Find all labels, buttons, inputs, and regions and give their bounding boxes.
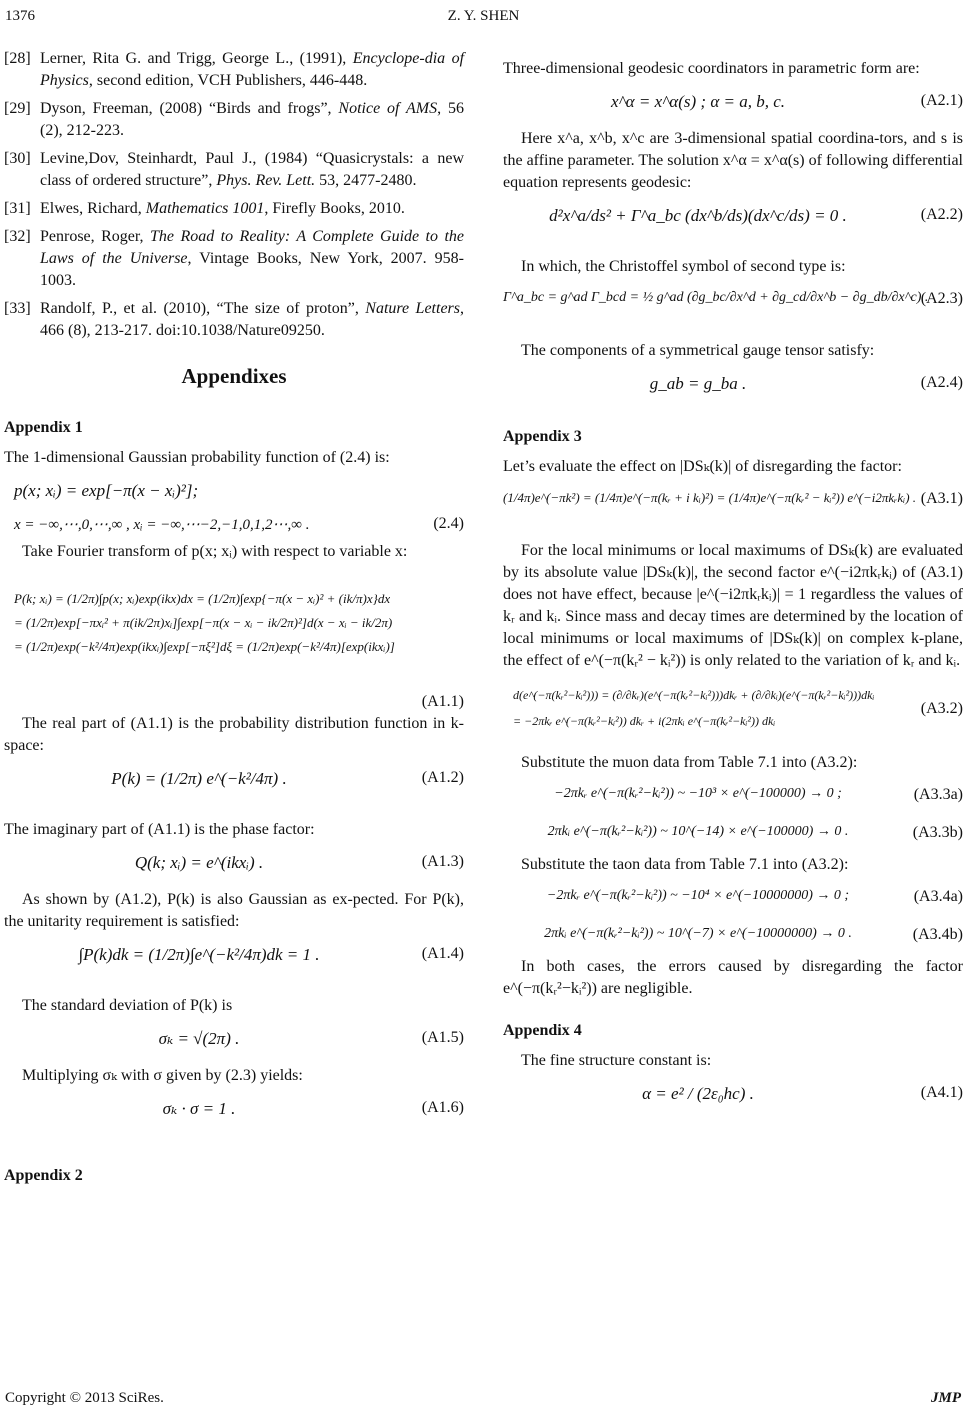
page-footer <box>0 1390 967 1412</box>
equation-a1-6: σₖ · σ = 1 . (A1.6) <box>162 1099 464 1118</box>
copyright-notice: Copyright © 2013 SciRes. <box>5 1390 164 1406</box>
equation-a1-3: Q(k; xᵢ) = e^(ikxᵢ) . (A1.3) <box>134 853 464 872</box>
reference-text: Lerner, Rita G. and Trigg, George L., (1991), Encyclope-dia of Physics, second edition, VCH Publishers, 446-448. <box>40 50 465 89</box>
paragraph: For the local minimums or local maximums of DSₖ(k) are evaluated by its absolute value |DSₖ(k)|, the second factor e^(−i2πkᵣkᵢ) of (A3.1) does not have effect, because |e^(−i2πkᵣkᵢ)| = 1 regardless the values of kᵣ and kᵢ. Since mass and decay times are determined by the location of local minimums or local maximums of |DSₖ(k)| on complex k-plane, the effect of e^(−π(kᵣ² − kᵢ²)) is only related to the variation of kᵣ and kᵢ. <box>503 542 963 669</box>
equation-a1-1: P(k; xᵢ) = (1/2π)∫p(x; xᵢ)exp(ikx)dx = (1/2π)∫exp{−π(x − xᵢ)² + (ik/π)x}dx = (1/2π)exp[−πxᵢ² + π(ik/2π)xᵢ]∫exp[−π(x − xᵢ − ik/2π)²]d(x − xᵢ − ik/2π) = (1/2π)exp(−k²/4π)exp(ikxᵢ)∫exp[−πξ²]dξ = (1/2π)exp(−k²/4π)[exp(ikxᵢ)] <box>14 591 395 654</box>
appendixes-heading: Appendixes <box>181 364 287 388</box>
reference-number: [31] <box>4 200 31 217</box>
right-column <box>503 58 963 1134</box>
page-header <box>0 8 967 30</box>
reference-number: [29] <box>4 100 31 117</box>
equation-a3-3b: 2πkᵢ e^(−π(kᵣ²−kᵢ²)) ~ 10^(−14) × e^(−100000) → 0 . (A3.3b) <box>547 824 963 841</box>
equation-a4-1: α = e² / (2ε₀hc) . (A4.1) <box>642 1084 963 1103</box>
reference-number: [30] <box>4 150 31 167</box>
page-number: 1376 <box>5 8 35 24</box>
reference-text: Randolf, P., et al. (2010), “The size of proton”, Nature Letters, 466 (8), 213-217. doi:10.1038/Nature09250. <box>40 300 464 339</box>
equation-a2-3: Γ^a_bc = g^ad Γ_bcd = ½ g^ad (∂g_bc/∂x^d + ∂g_cd/∂x^b − ∂g_db/∂x^c) . (A2.3) <box>503 290 963 307</box>
reference-list <box>4 48 464 342</box>
equation-a3-3a: −2πkᵣ e^(−π(kᵣ²−kᵢ²)) ~ −10³ × e^(−100000) → 0 ; (A3.3a) <box>554 786 963 803</box>
paragraph: As shown by (A1.2), P(k) is also Gaussian as ex-pected. For P(k), the unitarity requirement is satisfied: <box>4 891 464 930</box>
paragraph: Multiplying σₖ with σ given by (2.3) yields: <box>22 1067 303 1084</box>
reference-number: [28] <box>4 50 31 67</box>
paragraph: Let’s evaluate the effect on |DSₖ(k)| of disregarding the factor: <box>503 458 902 475</box>
paragraph: Take Fourier transform of p(x; xᵢ) with respect to variable x: <box>22 543 408 560</box>
paragraph: The real part of (A1.1) is the probability distribution function in k-space: <box>4 715 464 754</box>
appendix-2-heading: Appendix 2 <box>4 1167 83 1184</box>
equation-a1-4: ∫P(k)dk = (1/2π)∫e^(−k²/4π)dk = 1 . (A1.4) <box>78 945 464 964</box>
reference-number: [32] <box>4 228 31 245</box>
reference-text: Dyson, Freeman, (2008) “Birds and frogs”, Notice of AMS, 56 (2), 212-223. <box>40 100 464 139</box>
equation-a1-5: σₖ = √(2π) . (A1.5) <box>158 1029 464 1048</box>
equation-a3-4a: −2πkᵣ e^(−π(kᵣ²−kᵢ²)) ~ −10⁴ × e^(−10000000) → 0 ; (A3.4a) <box>546 888 963 905</box>
equation-2-4a: p(x; xᵢ) = exp[−π(x − xᵢ)²]; <box>14 481 199 500</box>
equation-a3-2: d(e^(−π(kᵣ²−kᵢ²))) = (∂/∂kᵣ)(e^(−π(kᵣ²−kᵢ²)))dkᵣ + (∂/∂kᵢ)(e^(−π(kᵣ²−kᵢ²)))dkᵢ = −2πkᵣ e^(−π(kᵣ²−kᵢ²)) dkᵣ + i(2πkᵢ e^(−π(kᵣ²−kᵢ²)) dkᵢ (A3.2) <box>513 688 963 728</box>
reference-text: Levine,Dov, Steinhardt, Paul J., (1984) “Quasicrystals: a new class of ordered structure”, Phys. Rev. Lett. 53, 2477-2480. <box>40 150 464 189</box>
paragraph: The components of a symmetrical gauge tensor satisfy: <box>521 342 875 359</box>
paragraph: The imaginary part of (A1.1) is the phase factor: <box>4 821 315 838</box>
paragraph: The fine structure constant is: <box>521 1052 712 1069</box>
reference-item <box>4 226 464 292</box>
paragraph: The standard deviation of P(k) is <box>22 997 233 1014</box>
paragraph: Here x^a, x^b, x^c are 3-dimensional spatial coordina-tors, and s is the affine parameter. The solution x^α = x^α(s) of following differential equation represents geodesic: <box>503 130 963 191</box>
equation-2-4b: x = −∞,⋯,0,⋯,∞ , xᵢ = −∞,⋯−2,−1,0,1,2⋯,∞ . (2.4) <box>14 515 464 533</box>
reference-item <box>4 98 464 142</box>
paragraph: Three-dimensional geodesic coordinators in parametric form are: <box>503 60 920 77</box>
paragraph: Substitute the muon data from Table 7.1 into (A3.2): <box>521 754 858 771</box>
reference-item <box>4 148 464 192</box>
equation-a2-4: g_ab = g_ba . (A2.4) <box>649 374 963 393</box>
appendix-1-heading: Appendix 1 <box>4 419 83 436</box>
reference-item <box>4 48 464 92</box>
appendix-3-heading: Appendix 3 <box>503 428 582 445</box>
paragraph: In both cases, the errors caused by disregarding the factor e^(−π(kᵣ²−kᵢ²)) are negligible. <box>503 958 963 997</box>
equation-number: (A1.1) <box>421 693 464 710</box>
equation-a1-2: P(k) = (1/2π) e^(−k²/4π) . (A1.2) <box>111 769 464 788</box>
reference-item <box>4 198 464 220</box>
running-author: Z. Y. SHEN <box>447 8 520 24</box>
reference-number: [33] <box>4 300 31 317</box>
paragraph: Substitute the taon data from Table 7.1 into (A3.2): <box>521 856 849 873</box>
equation-a2-2: d²x^a/ds² + Γ^a_bc (dx^b/ds)(dx^c/ds) = 0 . (A2.2) <box>549 206 963 225</box>
paragraph: The 1-dimensional Gaussian probability function of (2.4) is: <box>4 449 390 466</box>
left-column <box>4 48 464 1195</box>
equation-a3-4b: 2πkᵢ e^(−π(kᵣ²−kᵢ²)) ~ 10^(−7) × e^(−10000000) → 0 . (A3.4b) <box>544 926 963 943</box>
appendix-4-heading: Appendix 4 <box>503 1022 582 1039</box>
reference-item <box>4 298 464 342</box>
equation-a2-1: x^α = x^α(s) ; α = a, b, c. (A2.1) <box>610 92 963 111</box>
paragraph: In which, the Christoffel symbol of second type is: <box>521 258 846 275</box>
reference-text: Elwes, Richard, Mathematics 1001, Firefly Books, 2010. <box>40 200 405 217</box>
equation-a3-1: (1/4π)e^(−πk²) = (1/4π)e^(−π(kᵣ + i kᵢ)²) = (1/4π)e^(−π(kᵣ² − kᵢ²)) e^(−i2πkᵣkᵢ) . (A3.1) <box>503 490 963 507</box>
journal-abbrev: JMP <box>931 1390 961 1406</box>
reference-text: Penrose, Roger, The Road to Reality: A Complete Guide to the Laws of the Universe, Vintage Books, New York, 2007. 958-1003. <box>40 228 465 289</box>
